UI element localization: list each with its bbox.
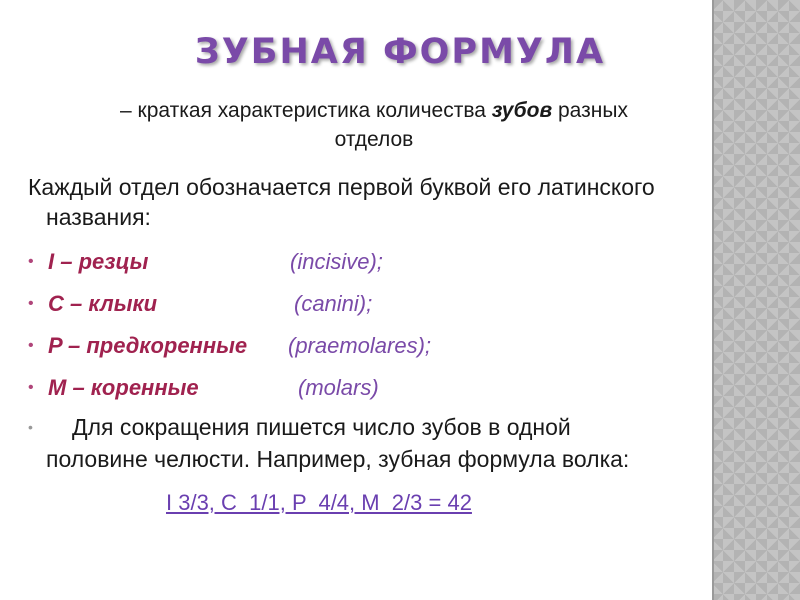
bullet-icon: • xyxy=(28,379,34,396)
subtitle-line-2: отделов xyxy=(334,128,414,151)
note-line-2: половине челюсти. Например, зубная формула волка: xyxy=(46,446,630,472)
slide-title: ЗУБНАЯ ФОРМУЛА xyxy=(194,32,606,72)
intro-paragraph xyxy=(28,172,718,232)
slide-subtitle xyxy=(40,96,708,154)
tooth-group-term: M – коренные xyxy=(48,375,199,400)
bullet-icon: • xyxy=(28,337,34,354)
tooth-group-latin: (molars) xyxy=(298,375,379,400)
tooth-group-term: С – клыки xyxy=(48,291,158,316)
list-item-incisors xyxy=(28,244,708,286)
list-item-molars xyxy=(28,370,708,412)
note-line-1: Для сокращения пишется число зубов в одной xyxy=(72,414,571,440)
subtitle-text-end: разных xyxy=(552,99,628,122)
bullet-icon: • xyxy=(28,253,34,270)
subtitle-emphasis: зубов xyxy=(491,99,553,122)
bullet-icon: • xyxy=(28,295,34,312)
decorative-side-strip xyxy=(712,0,800,600)
teeth-group-list xyxy=(28,244,708,412)
tooth-group-latin: (canini); xyxy=(294,291,373,316)
tooth-group-latin: (praemolares); xyxy=(288,333,432,358)
list-item-canines xyxy=(28,286,708,328)
bullet-icon: • xyxy=(28,419,33,435)
tooth-group-latin: (incisive); xyxy=(290,249,383,274)
intro-line-1: Каждый отдел обозначается первой буквой его латинского xyxy=(28,174,655,200)
tooth-group-term: P – предкоренные xyxy=(48,333,248,358)
side-strip-edge xyxy=(712,0,714,600)
intro-line-2: названия: xyxy=(46,204,151,230)
list-item-premolars xyxy=(28,328,708,370)
tooth-group-term: I – резцы xyxy=(48,249,149,274)
dental-formula-link[interactable]: I 3/3, C 1/1, P 4/4, M 2/3 = 42 xyxy=(166,490,472,515)
subtitle-text-start: – краткая характеристика количества xyxy=(120,99,492,122)
